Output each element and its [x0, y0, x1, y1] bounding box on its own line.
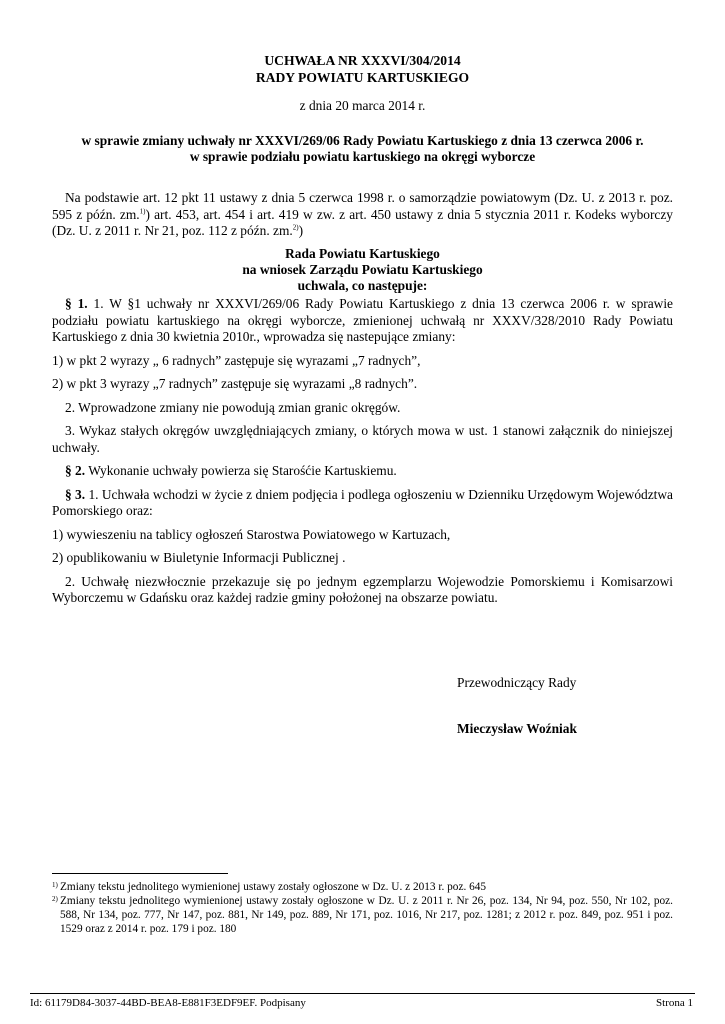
section-3-text: 1. Uchwała wchodzi w życie z dniem podjęcia i podlega ogłoszeniu w Dzienniku Urzędowym Województwa Pomorskiego oraz:	[52, 486, 673, 518]
section-1-text: 1. W §1 uchwały nr XXXVI/269/06 Rady Powiatu Kartuskiego z dnia 13 czerwca 2006 r. w sprawie podziału powiatu kartuskiego na okręgi wyborcze, zmienionej uchwałą nr XXXV/328/2010 Rady Powiatu Kartuskiego z dnia 30 kwietnia 2010r., wprowadza się nastepujące zmiany:	[52, 296, 674, 344]
section-2-label: § 2.	[65, 463, 86, 478]
preamble	[52, 190, 673, 247]
document-date: z dnia 20 marca 2014 r.	[299, 98, 426, 113]
section-3-item-2: 2) opublikowaniu w Biuletynie Informacji Publicznej .	[52, 550, 346, 565]
footnote-ref-2: 2)	[292, 223, 299, 232]
resolution-body	[52, 296, 673, 614]
section-1-paragraph-2: 2. Wprowadzone zmiany nie powodują zmian granic okręgów.	[65, 399, 401, 415]
footnote-divider	[52, 873, 228, 874]
resolve-line-3: uchwala, co następuje:	[297, 278, 428, 293]
section-3-paragraph-2: 2. Uchwałę niezwłocznie przekazuje się po jednym egzemplarzu Wojewodzie Pomorskiemu i Komisarzowi Wyborczemu w Gdańsku oraz każdej radzie gminy położonej na obszarze powiatu.	[52, 573, 673, 605]
resolve-line-2: na wniosek Zarządu Powiatu Kartuskiego	[242, 262, 483, 277]
footnote-2-mark: 2)	[52, 895, 58, 903]
document-id: Id: 61179D84-3037-44BD-BEA8-E881F3EDF9EF. Podpisany	[30, 997, 306, 1009]
document-title	[0, 52, 725, 86]
section-2-paragraph	[52, 463, 673, 480]
footnotes	[52, 880, 673, 936]
subject-line-2: w sprawie podziału powiatu kartuskiego na okręgi wyborcze	[189, 149, 536, 164]
footnote-1-text: Zmiany tekstu jednolitego wymienionej ustawy zostały ogłoszone w Dz. U. z 2013 r. poz. 645	[60, 881, 487, 893]
resolve-line-1: Rada Powiatu Kartuskiego	[285, 246, 440, 261]
signature-name: Mieczysław Woźniak	[457, 721, 577, 736]
footnote-1	[52, 880, 673, 894]
title-line-1: UCHWAŁA NR XXXVI/304/2014	[264, 53, 461, 68]
page-number: Strona 1	[656, 997, 693, 1009]
section-1-item-2: 2) w pkt 3 wyrazy „7 radnych” zastępuje się wyrazami „8 radnych”.	[52, 376, 418, 391]
footnote-2	[52, 894, 673, 936]
section-3-label: § 3.	[65, 486, 86, 502]
section-3-item-1: 1) wywieszeniu na tablicy ogłoszeń Starostwa Powiatowego w Kartuzach,	[52, 526, 451, 542]
subject-line-1: w sprawie zmiany uchwały nr XXXVI/269/06 Rady Powiatu Kartuskiego z dnia 13 czerwca 2006 r.	[81, 133, 644, 148]
section-1-paragraph-1	[52, 296, 673, 346]
preamble-text-3: )	[298, 223, 304, 238]
resolution-intro	[0, 246, 725, 294]
preamble-text-2: ) art. 453, art. 454 i art. 419 w zw. z art. 450 ustawy z dnia 5 stycznia 2011 r. Kodeks wyborczy (Dz. U. z 2011 r. Nr 21, poz. 112 z późn. zm.	[52, 206, 674, 238]
section-2-text: Wykonanie uchwały powierza się Starośćie Kartuskiemu.	[85, 463, 397, 478]
preamble-paragraph	[52, 190, 673, 240]
section-3-paragraph-1	[52, 487, 673, 520]
section-1-item-1: 1) w pkt 2 wyrazy „ 6 radnych” zastępuje się wyrazami „7 radnych”,	[52, 352, 421, 368]
signature-title: Przewodniczący Rady	[457, 675, 577, 690]
footnote-2-text: Zmiany tekstu jednolitego wymienionej ustawy zostały ogłoszone w Dz. U. z 2011 r. Nr 26, poz. 134, Nr 94, poz. 550, Nr 102, poz. 588, Nr 134, poz. 777, Nr 147, poz. 881, Nr 149, poz. 889, Nr 171, poz. 1016, Nr 217, poz. 1281; z 2012 r. poz. 849, poz. 951 i poz. 1529 oraz z 2014 r. poz. 179 i poz. 180	[60, 895, 673, 935]
section-1-label: § 1.	[65, 296, 88, 311]
footer-divider	[30, 993, 695, 994]
footnote-ref-1: 1)	[139, 207, 146, 216]
document-subject	[0, 133, 725, 165]
title-line-2: RADY POWIATU KARTUSKIEGO	[255, 70, 470, 85]
section-1-paragraph-3: 3. Wykaz stałych okręgów uwzględniających zmiany, o których mowa w ust. 1 stanowi załącznik do niniejszej uchwały.	[52, 423, 673, 455]
preamble-text-1: Na podstawie art. 12 pkt 11 ustawy z dnia 5 czerwca 1998 r. o samorządzie powiatowym (Dz. U. z 2013 r. poz. 595 z późn. zm.	[52, 190, 673, 222]
footnote-1-mark: 1)	[52, 881, 58, 889]
